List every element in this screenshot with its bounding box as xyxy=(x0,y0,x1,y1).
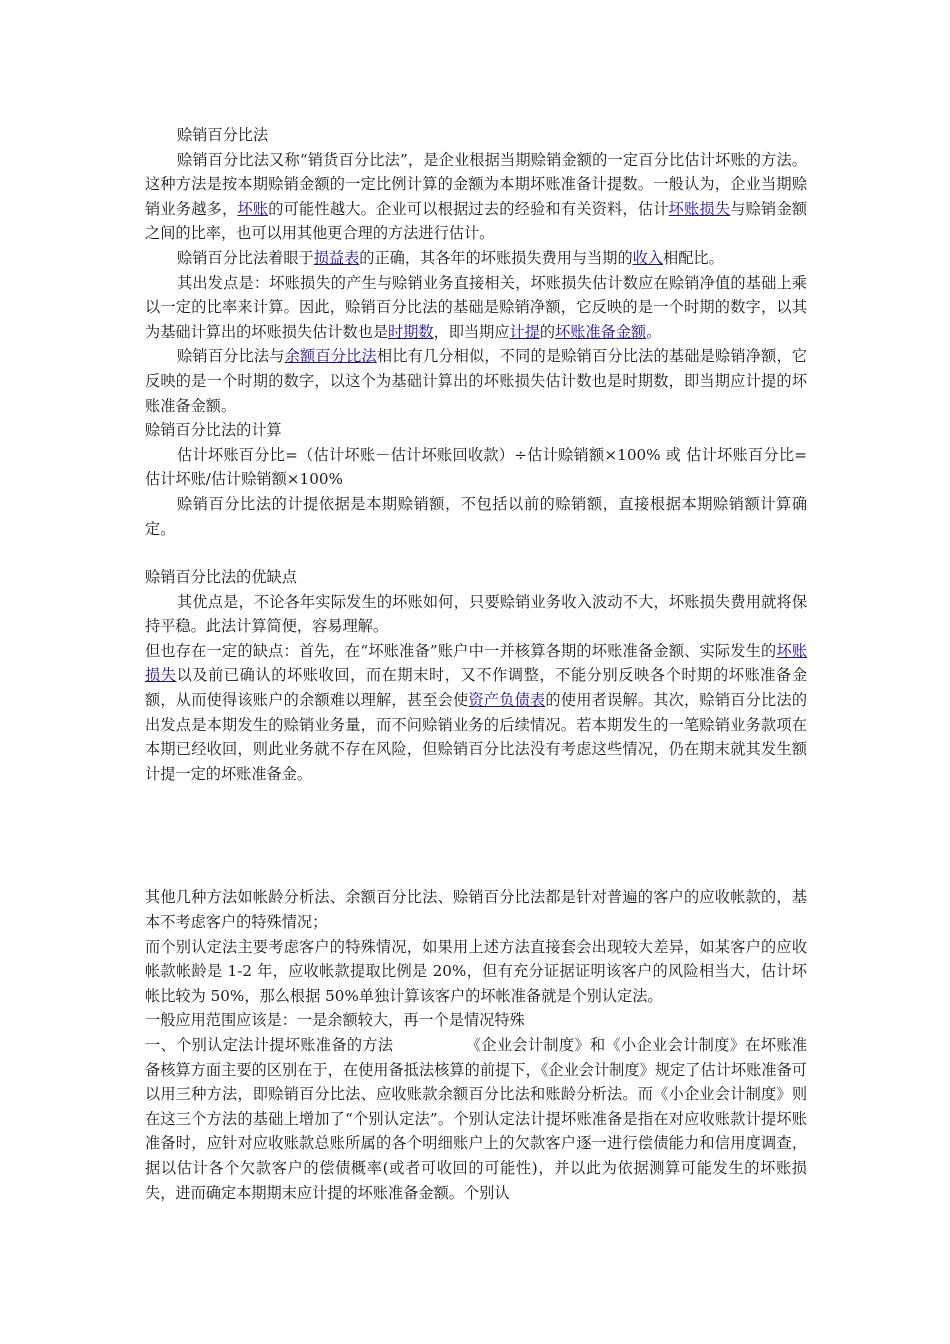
hyperlink[interactable]: 余额百分比法 xyxy=(284,347,377,366)
paragraph xyxy=(145,246,807,271)
text-run: 赊销百分比法又称“销货百分比法”，是企业根据当期赊销金额的一定百分比估计坏账的方法。这种方法是按本期赊销金额的一定比例计算的金额为本期坏账准备计提数。一般认为，企业当期赊销业务越多， xyxy=(145,150,807,218)
text-run: 的正确，其各年的坏账损失费用与当期的 xyxy=(359,248,633,267)
text-run: ，即当期应 xyxy=(433,322,510,341)
paragraph: 其优点是，不论各年实际发生的坏账如何，只要赊销业务收入波动不大，坏账损失费用就将保持平稳。此法计算简便，容易理解。 xyxy=(145,592,807,636)
paragraph: 一般应用范围应该是：一是余额较大，再一个是情况特殊 xyxy=(145,1011,525,1030)
hyperlink[interactable]: 收入 xyxy=(632,248,663,267)
hyperlink[interactable]: 损益表 xyxy=(313,248,360,267)
hyperlink[interactable]: 坏账损失 xyxy=(145,641,808,685)
paragraph xyxy=(145,1033,807,1205)
paragraph: 而个别认定法主要考虑客户的特殊情况，如果用上述方法直接套会出现较大差异，如某客户的应收帐款帐龄是 1-2 年，应收帐款提取比例是 20%，但有充分证据证明该客户的风险相当大，估计坏帐比较为 50%，那么根据 50%单独计算该客户的坏帐准备就是个别认定法。 xyxy=(145,937,807,1005)
text-run: 其出发点是：坏账损失的产生与赊销业务直接相关，坏账损失估计数应在赊销净值的基础上乘以一定的比率来计算。因此，赊销百分比法的基础是赊销净额，它反映的是一个时期的数字，以其为基础计算出的坏账损失估计数也是 xyxy=(145,273,807,341)
hyperlink[interactable]: 坏账 xyxy=(237,199,269,218)
section-title-calculation: 赊销百分比法的计算 xyxy=(145,421,282,440)
paragraph xyxy=(145,148,807,246)
text-run: 赊销百分比法着眼于 xyxy=(177,248,314,267)
section-title-credit-sales-percentage: 赊销百分比法 xyxy=(177,126,269,144)
document-body xyxy=(145,123,807,1205)
text-run: 。 xyxy=(646,322,662,341)
text-run: 的可能性越大。企业可以根据过去的经验和有关资料，估计 xyxy=(268,199,669,218)
section-title-pros-cons: 赊销百分比法的优缺点 xyxy=(145,568,297,587)
text-run: 相比有几分相似，不同的是赊销百分比法的基础是赊销净额，它反映的是一个时期的数字，以这个为基础计算出的坏账损失估计数也是时期数，即当期应计提的坏账准备金额。 xyxy=(145,347,808,415)
paragraph: 其他几种方法如帐龄分析法、余额百分比法、赊销百分比法都是针对普遍的客户的应收帐款的，基本不考虑客户的特殊情况； xyxy=(145,888,807,932)
paragraph xyxy=(145,271,807,345)
hyperlink[interactable]: 坏账准备金额 xyxy=(555,322,647,341)
text-run: 以及前已确认的坏账收回，而在期末时，又不作调整，不能分别反映各个时期的坏账准备金额，从而使得该账户的余额难以理解，甚至会使 xyxy=(145,666,808,710)
formula-paragraph: 估计坏账百分比=（估计坏账－估计坏账回收款）÷估计赊销额×100% 或 估计坏账百分比=估计坏账/估计赊销额×100% xyxy=(145,445,807,489)
blank-line xyxy=(145,541,807,565)
text-run: 与赊销金额之间的比率，也可以用其他更合理的方法进行估计。 xyxy=(145,199,808,243)
paragraph xyxy=(145,344,807,418)
text-run: 相配比。 xyxy=(663,248,724,267)
method-body: 《企业会计制度》和《小企业会计制度》在坏账准备核算方面主要的区别在于，在使用备抵法核算的前提下，《企业会计制度》规定了估计坏账准备可以用三种方法，即赊销百分比法、应收账款余额百分比法和账龄分析法。而《小企业会计制度》则在这三个方法的基础上增加了“个别认定法”。个别认定法计提坏账准备是指在对应收账款计提坏账准备时，应针对应收账款总账所属的各个明细账户上的欠款客户逐一进行偿债能力和信用度调查，据以估计各个欠款客户的偿债概率(或者可收回的可能性)，并以此为依据测算可能发生的坏账损失，进而确定本期期末应计提的坏账准备金额。个别认 xyxy=(145,1036,808,1202)
paragraph: 赊销百分比法的计提依据是本期赊销额，不包括以前的赊销额，直接根据本期赊销额计算确定。 xyxy=(145,494,807,538)
text-run: 的使用者误解。其次，赊销百分比法的出发点是本期发生的赊销业务量，而不问赊销业务的后续情况。若本期发生的一笔赊销业务款项在本期已经收回，则此业务就不存在风险，但赊销百分比法没有考虑这些情况，仍在期末就其发生额计提一定的坏账准备金。 xyxy=(145,691,808,783)
text-run: 的 xyxy=(539,322,556,341)
hyperlink[interactable]: 坏账损失 xyxy=(668,199,731,218)
hyperlink[interactable]: 时期数 xyxy=(388,322,434,341)
method-heading: 一、个别认定法计提坏账准备的方法 xyxy=(145,1036,394,1054)
hyperlink[interactable]: 计提 xyxy=(509,322,540,341)
text-run: 赊销百分比法与 xyxy=(177,347,285,366)
blank-space xyxy=(145,786,807,885)
text-run: 但也存在一定的缺点：首先，在“坏账准备”账户中一并核算各期的坏账准备金额、实际发生的 xyxy=(145,641,777,660)
paragraph xyxy=(145,639,807,787)
hyperlink[interactable]: 资产负债表 xyxy=(468,691,546,710)
